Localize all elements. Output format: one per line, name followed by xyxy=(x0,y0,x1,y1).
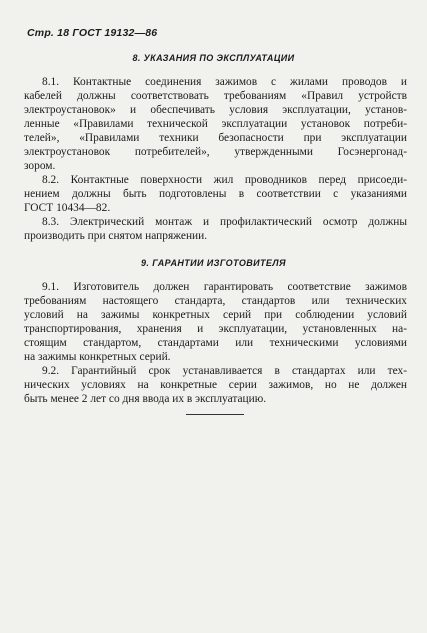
section-8-line: 8.1. Контактные соединения зажимов с жилами проводов и xyxy=(42,76,407,88)
section-9-line: нических условиях на конкретные серии зажимов, но не должен xyxy=(24,379,407,391)
section-8-line: 8.3. Электрический монтаж и профилактический осмотр должны xyxy=(42,216,407,228)
section-8-line: зором. xyxy=(24,160,56,172)
section-9-line: условий на зажимы конкретных серий при соблюдении условий xyxy=(24,309,407,321)
section-8-line: производить при снятом напряжении. xyxy=(24,230,208,242)
end-rule xyxy=(186,414,244,415)
section-8-line: ленные «Правилами технической эксплуатации установок потреби- xyxy=(24,118,407,130)
section-9-line: требованиям настоящего стандарта, стандартов или технических xyxy=(24,295,407,307)
section-8-line: 8.2. Контактные поверхности жил проводников перед присоеди- xyxy=(42,174,407,186)
section-9-line: транспортирования, хранения и эксплуатации, установленных на- xyxy=(24,323,407,335)
section-9-line: быть менее 2 лет со дня ввода их в эксплуатацию. xyxy=(24,393,267,405)
section-9-heading: 9. ГАРАНТИИ ИЗГОТОВИТЕЛЯ xyxy=(141,258,286,268)
section-9-line: стоящим стандартом, стандартами или техническими условиями xyxy=(24,337,407,349)
section-9-line: на зажимы конкретных серий. xyxy=(24,351,171,363)
page-header: Стр. 18 ГОСТ 19132—86 xyxy=(27,27,158,39)
section-8-line: телей», «Правилами техники безопасности при эксплуатации xyxy=(24,132,407,144)
section-8-line: нением должны быть подготовлены в соответствии с указаниями xyxy=(24,188,407,200)
section-8-line: кабелей должны соответствовать требованиям «Правил устройств xyxy=(24,90,407,102)
section-8-line: ГОСТ 10434—82. xyxy=(24,202,111,214)
section-8-line: электроустановок потребителей», утвержденными Госэнергонад- xyxy=(24,146,407,158)
section-9-line: 9.2. Гарантийный срок устанавливается в стандартах или тех- xyxy=(42,365,407,377)
section-9-line: 9.1. Изготовитель должен гарантировать соответствие зажимов xyxy=(42,281,407,293)
section-8-line: электроустановок» и обеспечивать условия эксплуатации, установ- xyxy=(24,104,407,116)
section-8-heading: 8. УКАЗАНИЯ ПО ЭКСПЛУАТАЦИИ xyxy=(132,53,295,63)
